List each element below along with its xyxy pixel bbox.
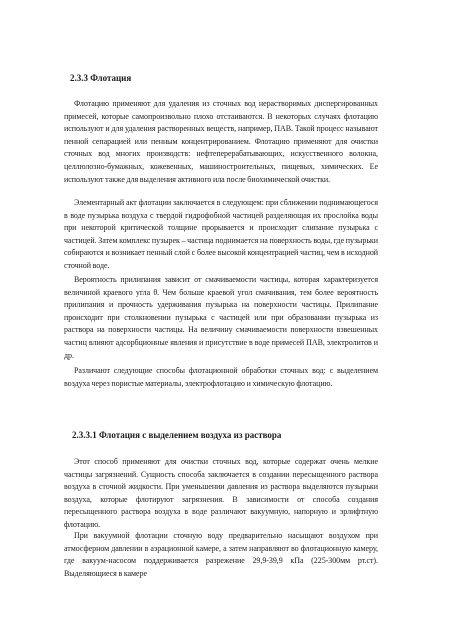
paragraph-elementary-act: Элементарный акт флотации заключается в следующем: при сближении поднимающегося в воде пузырька воздуха с твердой гидрофобной частицей разделяющая их прослойка воды при некоторой критической толщине прорывается и происходит слипание пузырька с частицей. Затем комплекс пузырек – частица поднимается на поверхность воды, где пузырьки собираются и возникает пенный слой с более высокой концентрацией частиц, чем в исходной сточной воде. — [64, 198, 378, 270]
paragraph-adhesion-probability: Вероятность прилипания зависит от смачиваемости частицы, которая характеризуется величиной краевого угла θ. Чем больше краевой угол смачивания, тем более вероятность прилипания и прочность удерживания пузырька на поверхности частицы. Прилипание происходит при столкновении пузырька с частицей или при образовании пузырька из раствора на поверхности частицы. На величину смачиваемости поверхности взвешенных частиц влияют адсорбционные явления и присутствие в воде примесей ПАВ, электролитов и др. — [64, 275, 378, 360]
subsection-heading: 2.3.3.1 Флотация с выделением воздуха из раствора — [72, 430, 282, 440]
paragraph-flotation-intro: Флотацию применяют для удаления из сточных вод нерастворимых диспергированных примесей, которые самопроизвольно плохо отстаиваются. В некоторых случаях флотацию используют и для удаления растворенных веществ, например, ПАВ. Такой процесс называют пенной сепарацией или пенным концентрированием. Флотацию применяют для очистки сточных вод многих производств: нефтеперерабатывающих, искусственного волокна, целлюлозно-бумажных, кожевенных, машиностроительных, пищевых, химических. Ее используют также для выделения активного ила после биохимической очистки. — [64, 99, 378, 184]
paragraph-vacuum-flotation: При вакуумной флотации сточную воду предварительно насыщают воздухом при атмосферном давлении в аэрационной камере, а затем направляют во флотационную камеру, где вакуум-насосом поддерживается разрежение 29,9-39,9 кПа (225-300мм рт.ст). Выделяющиеся в камере — [64, 531, 378, 578]
paragraph-methods: Различают следующие способы флотационной обработки сточных вод: с выделением воздуха через пористые материалы, электрофлотацию и химическую флотацию. — [64, 366, 378, 388]
section-heading: 2.3.3 Флотация — [70, 73, 132, 83]
paragraph-air-release: Этот способ применяют для очистки сточных вод, которые содержат очень мелкие частицы загрязнений. Сущность способа заключается в создании пересыщенного раствора воздуха в сточной жидкости. При уменьшении давления из раствора выделяются пузырьки воздуха, которые флотируют загрязнения. В зависимости от способа создания пересыщенного раствора воздуха в воде различают вакуумную, напорную и эрлифтную флотацию. — [64, 457, 378, 529]
